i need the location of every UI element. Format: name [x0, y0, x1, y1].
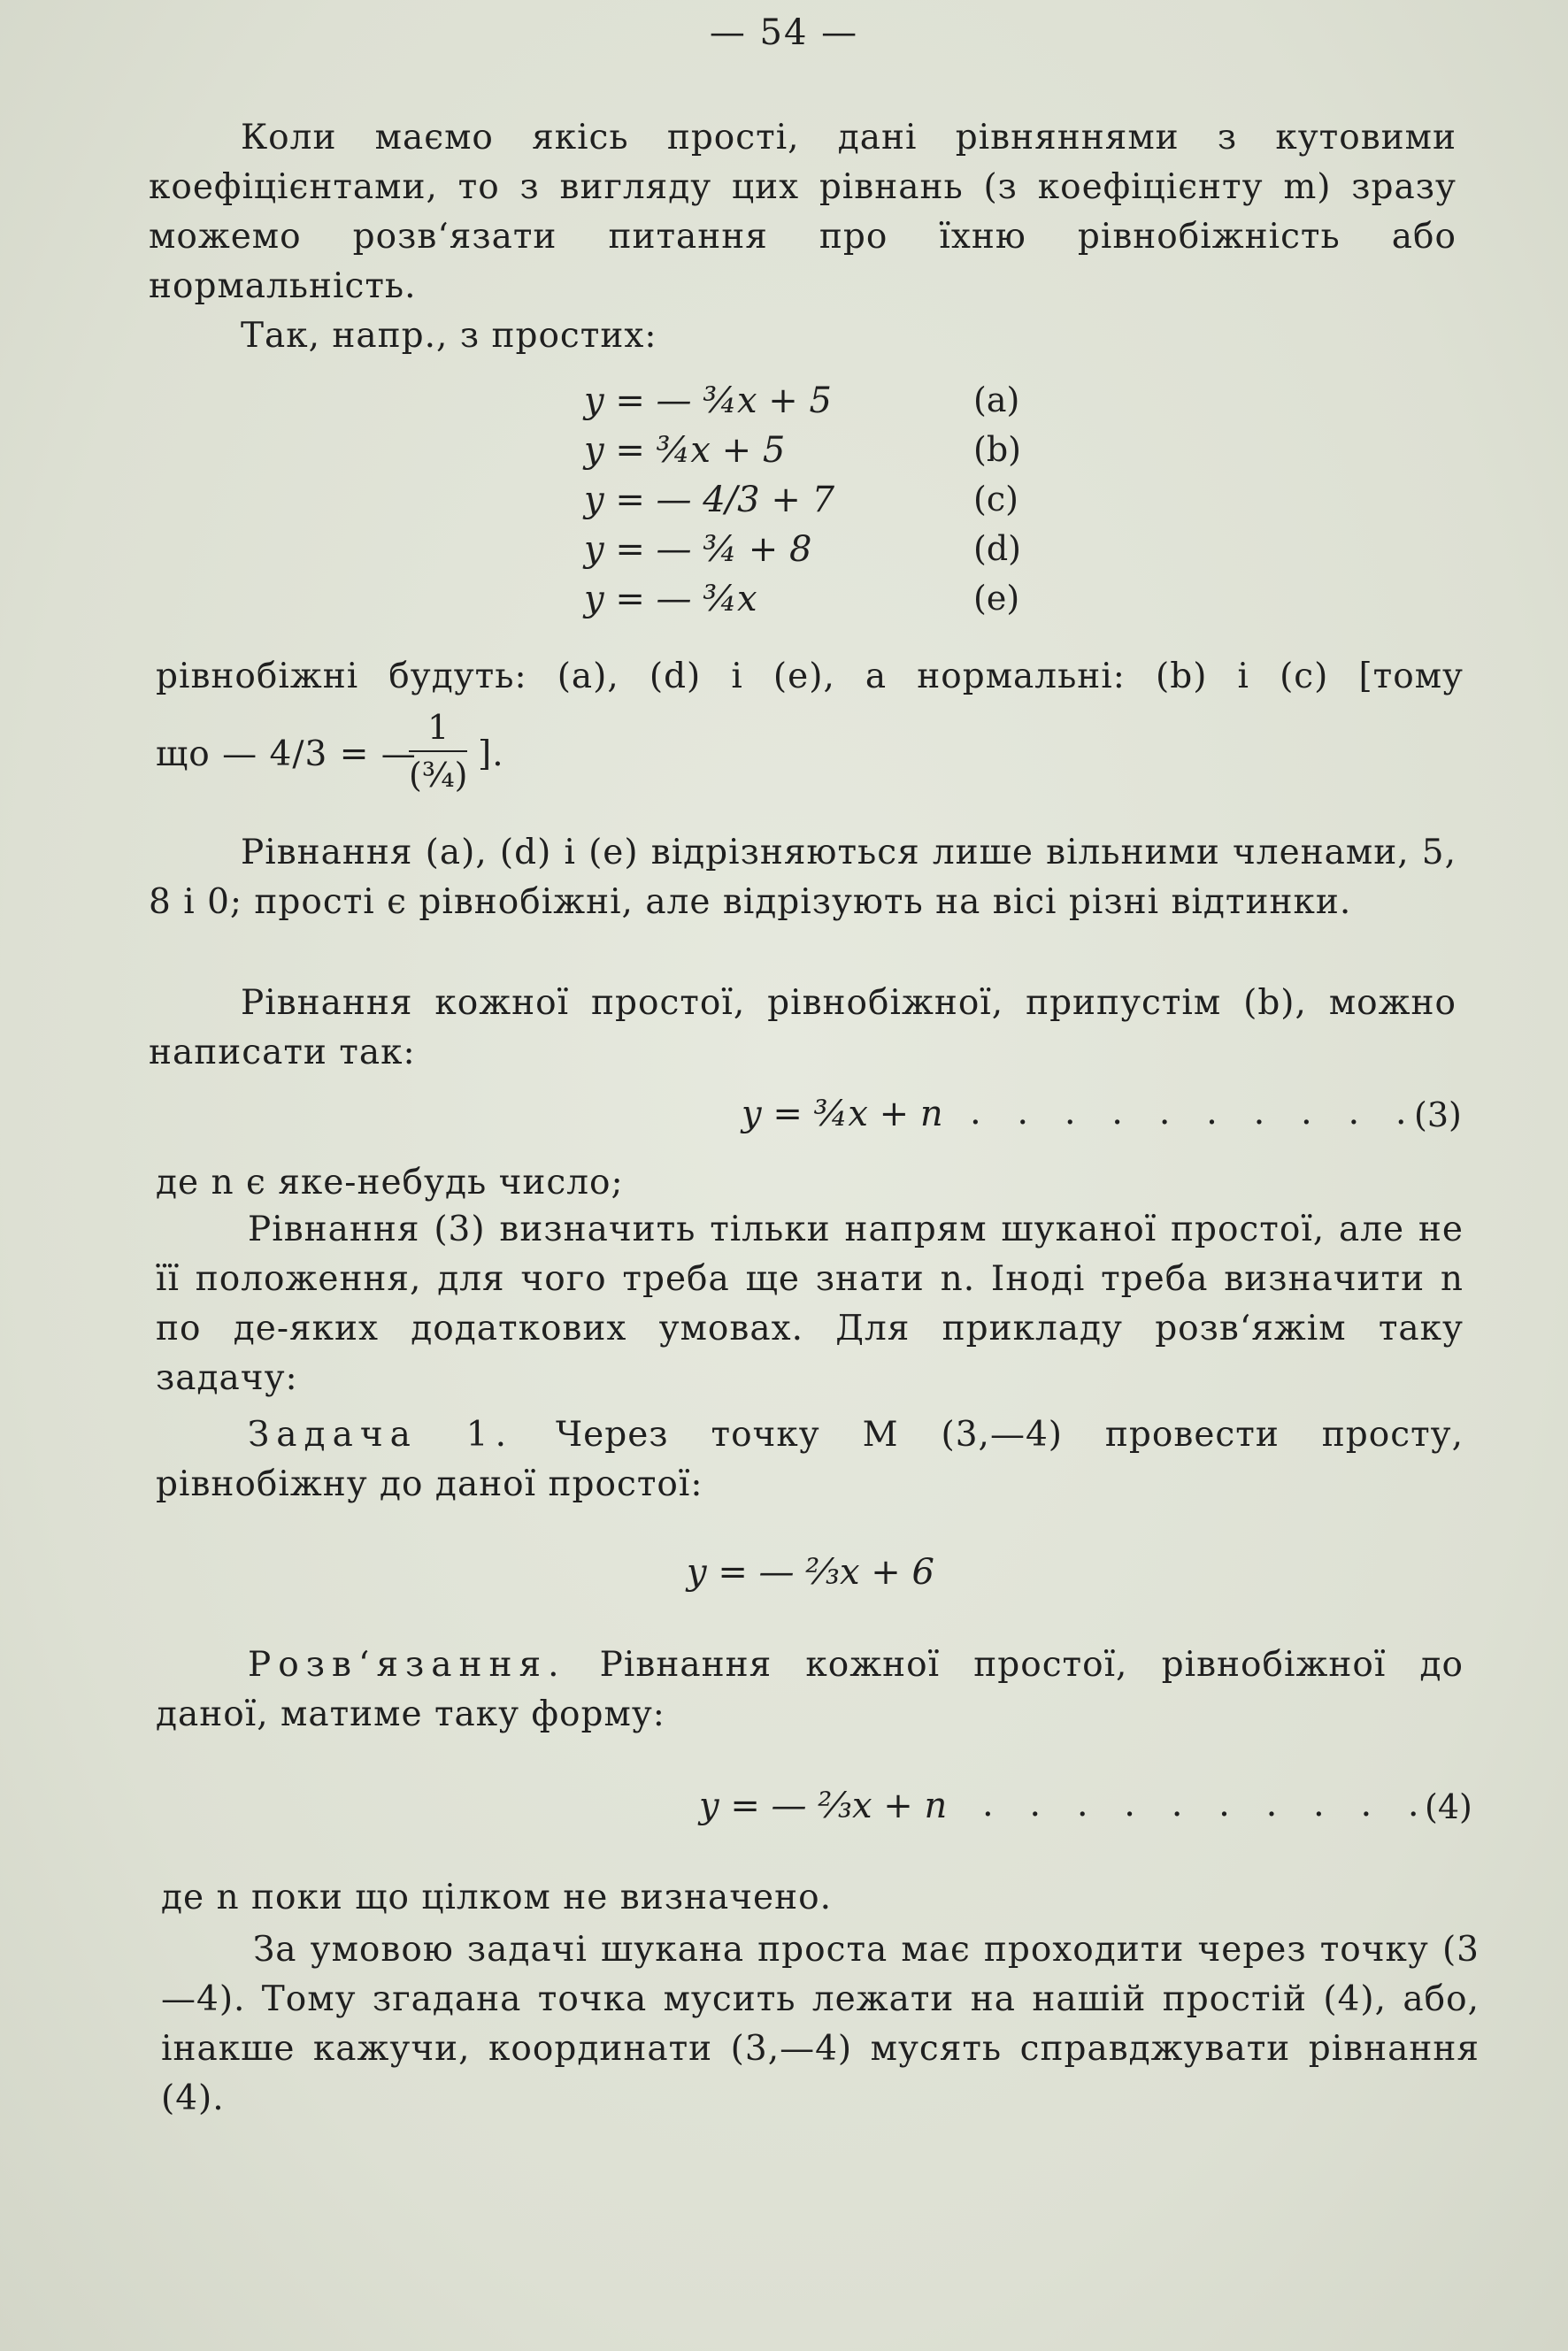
paragraph-general-form: [149, 979, 1457, 1078]
paragraph-n-undefined: де n поки що цілком не визначено.: [161, 1878, 832, 1917]
solution-text: Рівнання кожної простої, рівнобіжної до даної, матиме таку форму:: [156, 1645, 1464, 1734]
solution: [156, 1640, 1464, 1740]
equation-label: (d): [973, 529, 1021, 568]
leader-dots: . . . . . . . . . .: [970, 1092, 1419, 1133]
equation-label: (e): [973, 579, 1020, 618]
paragraph-differences: [149, 828, 1457, 927]
fraction-denominator: (¾): [409, 756, 468, 795]
task-1: [156, 1410, 1464, 1510]
paragraph-intro: [149, 113, 1457, 311]
paragraph-parallel-reason-prefix: що — 4/3 = —: [156, 734, 417, 774]
formula-4: y = — ⅔x + n: [699, 1786, 948, 1826]
paragraph-direction: [156, 1205, 1464, 1403]
formula-3-ref: (3): [1414, 1095, 1462, 1134]
task-text: Через точку M (3,—4) провести просту, рівнобіжну до даної простої:: [156, 1415, 1464, 1504]
paragraph-point-condition: [161, 1925, 1480, 2124]
equation-row-d: [584, 529, 1080, 579]
equation-label: (b): [973, 430, 1021, 469]
paragraph-parallel-result: рівнобіжні будуть: (a), (d) і (e), а нормальні: (b) і (c) [тому: [156, 657, 1464, 696]
equation-label: (c): [973, 480, 1018, 519]
formula-3: y = ¾x + n: [742, 1094, 943, 1134]
fraction-numerator: 1: [409, 708, 467, 752]
task-label: Задача 1.: [248, 1415, 514, 1455]
paragraph-differences-text: Рівнання (a), (d) і (e) відрізняються лише вільними членами, 5, 8 і 0; прості є рівнобіжні, але відрізують на вісі різні відтинки.: [149, 833, 1457, 922]
equation: y = — ¾x: [584, 579, 757, 619]
page-number: — 54 —: [709, 12, 859, 53]
equation: y = ¾x + 5: [584, 430, 786, 471]
equation-row-e: [584, 579, 1080, 628]
paragraph-intro-text: Коли маємо якісь прості, дані рівняннями з кутовими коефіцієнтами, то з вигляду цих рівнань (з коефіцієнту m) зразу можемо розв‘язати питання про їхню рівнобіжність або нормальність.: [149, 118, 1457, 306]
paragraph-point-condition-text: За умовою задачі шукана проста має проходити через точку (3—4). Тому згадана точка мусить лежати на нашій простій (4), або, інакше кажучи, координати (3,—4) мусять справджувати рівнання (4).: [161, 1930, 1480, 2118]
formula-4-ref: (4): [1425, 1787, 1472, 1826]
equation-label: (a): [973, 380, 1020, 419]
solution-label: Розв‘язання.: [248, 1645, 566, 1685]
paragraph-general-form-text: Рівнання кожної простої, рівнобіжної, припустім (b), можно написати так:: [149, 983, 1457, 1072]
reciprocal-fraction: [409, 708, 467, 795]
formula-task: y = — ⅔x + 6: [687, 1552, 934, 1593]
equation: y = — 4/3 + 7: [584, 480, 835, 520]
equation: y = — ¾x + 5: [584, 380, 832, 421]
equation-row-a: [584, 380, 1080, 430]
leader-dots: . . . . . . . . . .: [982, 1784, 1432, 1825]
paragraph-direction-text: Рівнання (3) визначить тільки напрям шуканої простої, але не її положення, для чого треба ще знати n. Іноді треба визначити n по де-яких додаткових умовах. Для прикладу розв‘яжім таку задачу:: [156, 1210, 1464, 1398]
paragraph-n-any: де n є яке-небудь число;: [156, 1163, 624, 1202]
paragraph-example-lead-text: Так, напр., з простих:: [241, 316, 657, 356]
equation-row-c: [584, 480, 1080, 529]
equation-row-b: [584, 430, 1080, 480]
paragraph-example-lead: [149, 311, 1457, 361]
paragraph-parallel-reason-suffix: ].: [478, 734, 504, 774]
equation: y = — ¾ + 8: [584, 529, 812, 570]
